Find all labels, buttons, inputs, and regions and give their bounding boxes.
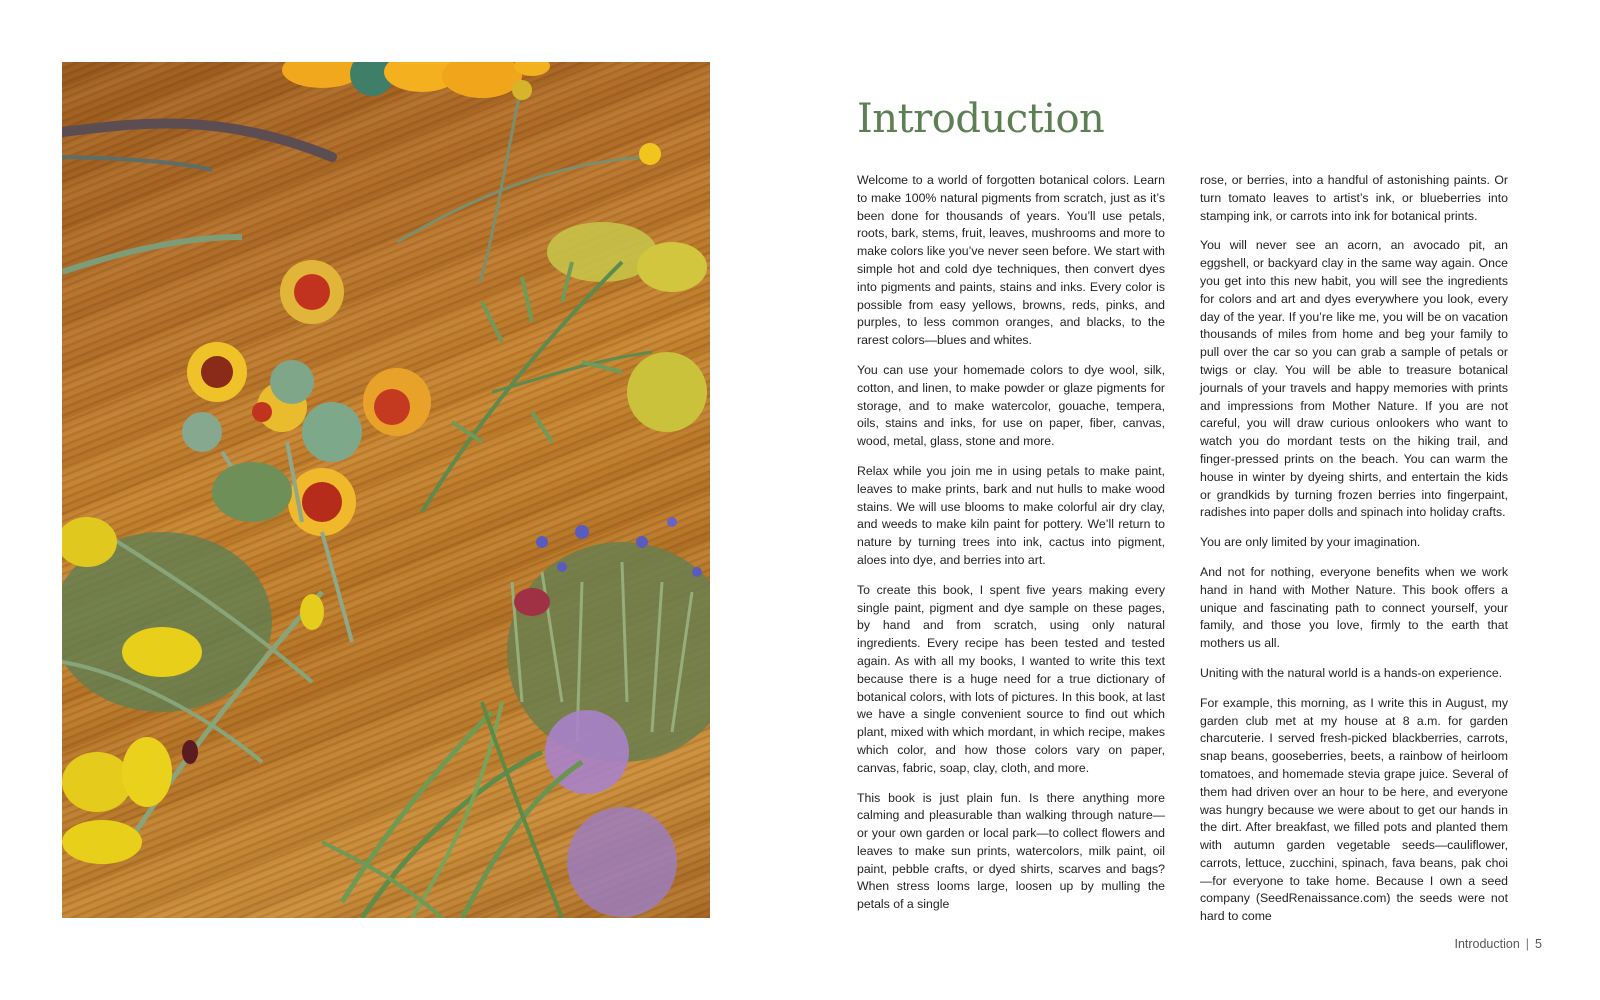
goldenrod <box>422 222 707 512</box>
paragraph: You will never see an acorn, an avocado pit, an eggshell, or backyard clay in the same way again. Once you get into this new habit, you will see the ingredients for colors and art and dyes everywhere you look, every day of the year. If you’re like me, you will be on vacation thousands of miles from home and beg your family to pull over the car so you can grab a sample of petals or twigs or clay. You will be able to treasure botanical journals of your travels and happy memories with prints and impressions from Mother Nature. If you are not careful, you will draw curious onlookers who want to watch you do mordant tests on the hiking trail, and finger-pressed prints on the beach. You can warm the house in winter by dyeing shirts, and entertain the kids or grandkids by turning frozen berries into fingerpaint, radishes into paper dolls and spinach into holiday crafts. <box>1200 238 1508 520</box>
marigold-cluster <box>282 62 550 98</box>
grass-bundle <box>322 702 582 918</box>
paragraph: Uniting with the natural world is a hands-on experience. <box>1200 665 1503 680</box>
paragraph: You are only limited by your imagination. <box>1200 535 1421 550</box>
paragraph: Relax while you join me in using petals to make paint, leaves to make prints, bark and nut hulls to make wood stains. We will use blooms to make colorful air dry clay, and weeds to make kiln paint for pottery. We’ll return to nature by turning trees into ink, cactus into pigment, aloes into dye, and berries into art. <box>857 463 1165 567</box>
paragraph: To create this book, I spent five years making every single paint, pigment and dye sample on these pages, by hand and from scratch, using only natural ingredients. Every recipe has been tested and tested again. As with all my books, I wanted to write this text because there is a huge need for a true dictionary of botanical colors, with lots of pictures. In this book, at last we have a single convenient source to find out which plant, mixed with which mordant, in which recipe, makes which color, and how those colors vary on paper, canvas, fabric, soap, clay, cloth, and more. <box>857 582 1165 775</box>
footer-section-name: Introduction <box>1454 937 1520 951</box>
page-title: Introduction <box>857 96 1105 142</box>
footer-separator: | <box>1525 937 1530 951</box>
paragraph: You can use your homemade colors to dye wool, silk, cotton, and linen, to make powder or glaze pigments for storage, and to make watercolor, gouache, tempera, oils, stains and inks, for use on paper, fiber, canvas, wood, metal, glass, stone and more. <box>857 362 1165 449</box>
paragraph: Welcome to a world of forgotten botanical colors. Learn to make 100% natural pigments from scratch, just as it’s been done for thousands of years. You’ll use petals, roots, bark, stems, fruit, leaves, mushrooms and more to make colors like you’ve never seen before. We start with simple hot and cold dye techniques, then convert dyes into pigments and paints, stains and inks. Every color is possible from easy yellows, browns, reds, pinks, and purples, to less common oranges, and blacks, to the rarest colors—blues and whites. <box>857 173 1165 348</box>
page-number: 5 <box>1535 937 1542 951</box>
paragraph: This book is just plain fun. Is there anything more calming and pleasurable than walking through nature—or your own garden or local park—to collect flowers and leaves to make sun prints, watercolors, milk paint, oil paint, pebble crafts, or dyed shirts, scarves and bags? When stress looms large, loosen up by mulling the petals of a single <box>857 790 1165 912</box>
paragraph: And not for nothing, everyone benefits when we work hand in hand with Mother Nature. This book offers a unique and fascinating path to connect yourself, your family, and those you love, firmly to the earth that mothers us all. <box>1200 564 1508 651</box>
paragraph: For example, this morning, as I write this in August, my garden club met at my house at 8 a.m. for garden charcuterie. I served fresh-picked blackberries, carrots, snap beans, gooseberries, beets, a rainbow of heirloom tomatoes, and homemade stevia grape juice. Several of them had driven over an hour to be here, and everyone was hungry because we were about to get our hands in the dirt. After breakfast, we filled pots and planted them with autumn garden vegetable seeds—cauliflower, carrots, lettuce, zucchini, spinach, fava beans, pak choi—for everyone to take home. Because I own a seed company (SeedRenaissance.com) the seeds were not hard to come <box>1200 695 1508 924</box>
botanical-photo <box>62 62 710 918</box>
text-column-right <box>1200 172 1508 938</box>
text-column-left <box>857 172 1165 926</box>
photo-illustration <box>62 62 710 918</box>
paragraph: rose, or berries, into a handful of astonishing paints. Or turn tomato leaves to artist’s ink, or blueberries into stamping ink, or carrots into ink for botanical prints. <box>1200 173 1508 223</box>
page-footer <box>1454 937 1542 951</box>
